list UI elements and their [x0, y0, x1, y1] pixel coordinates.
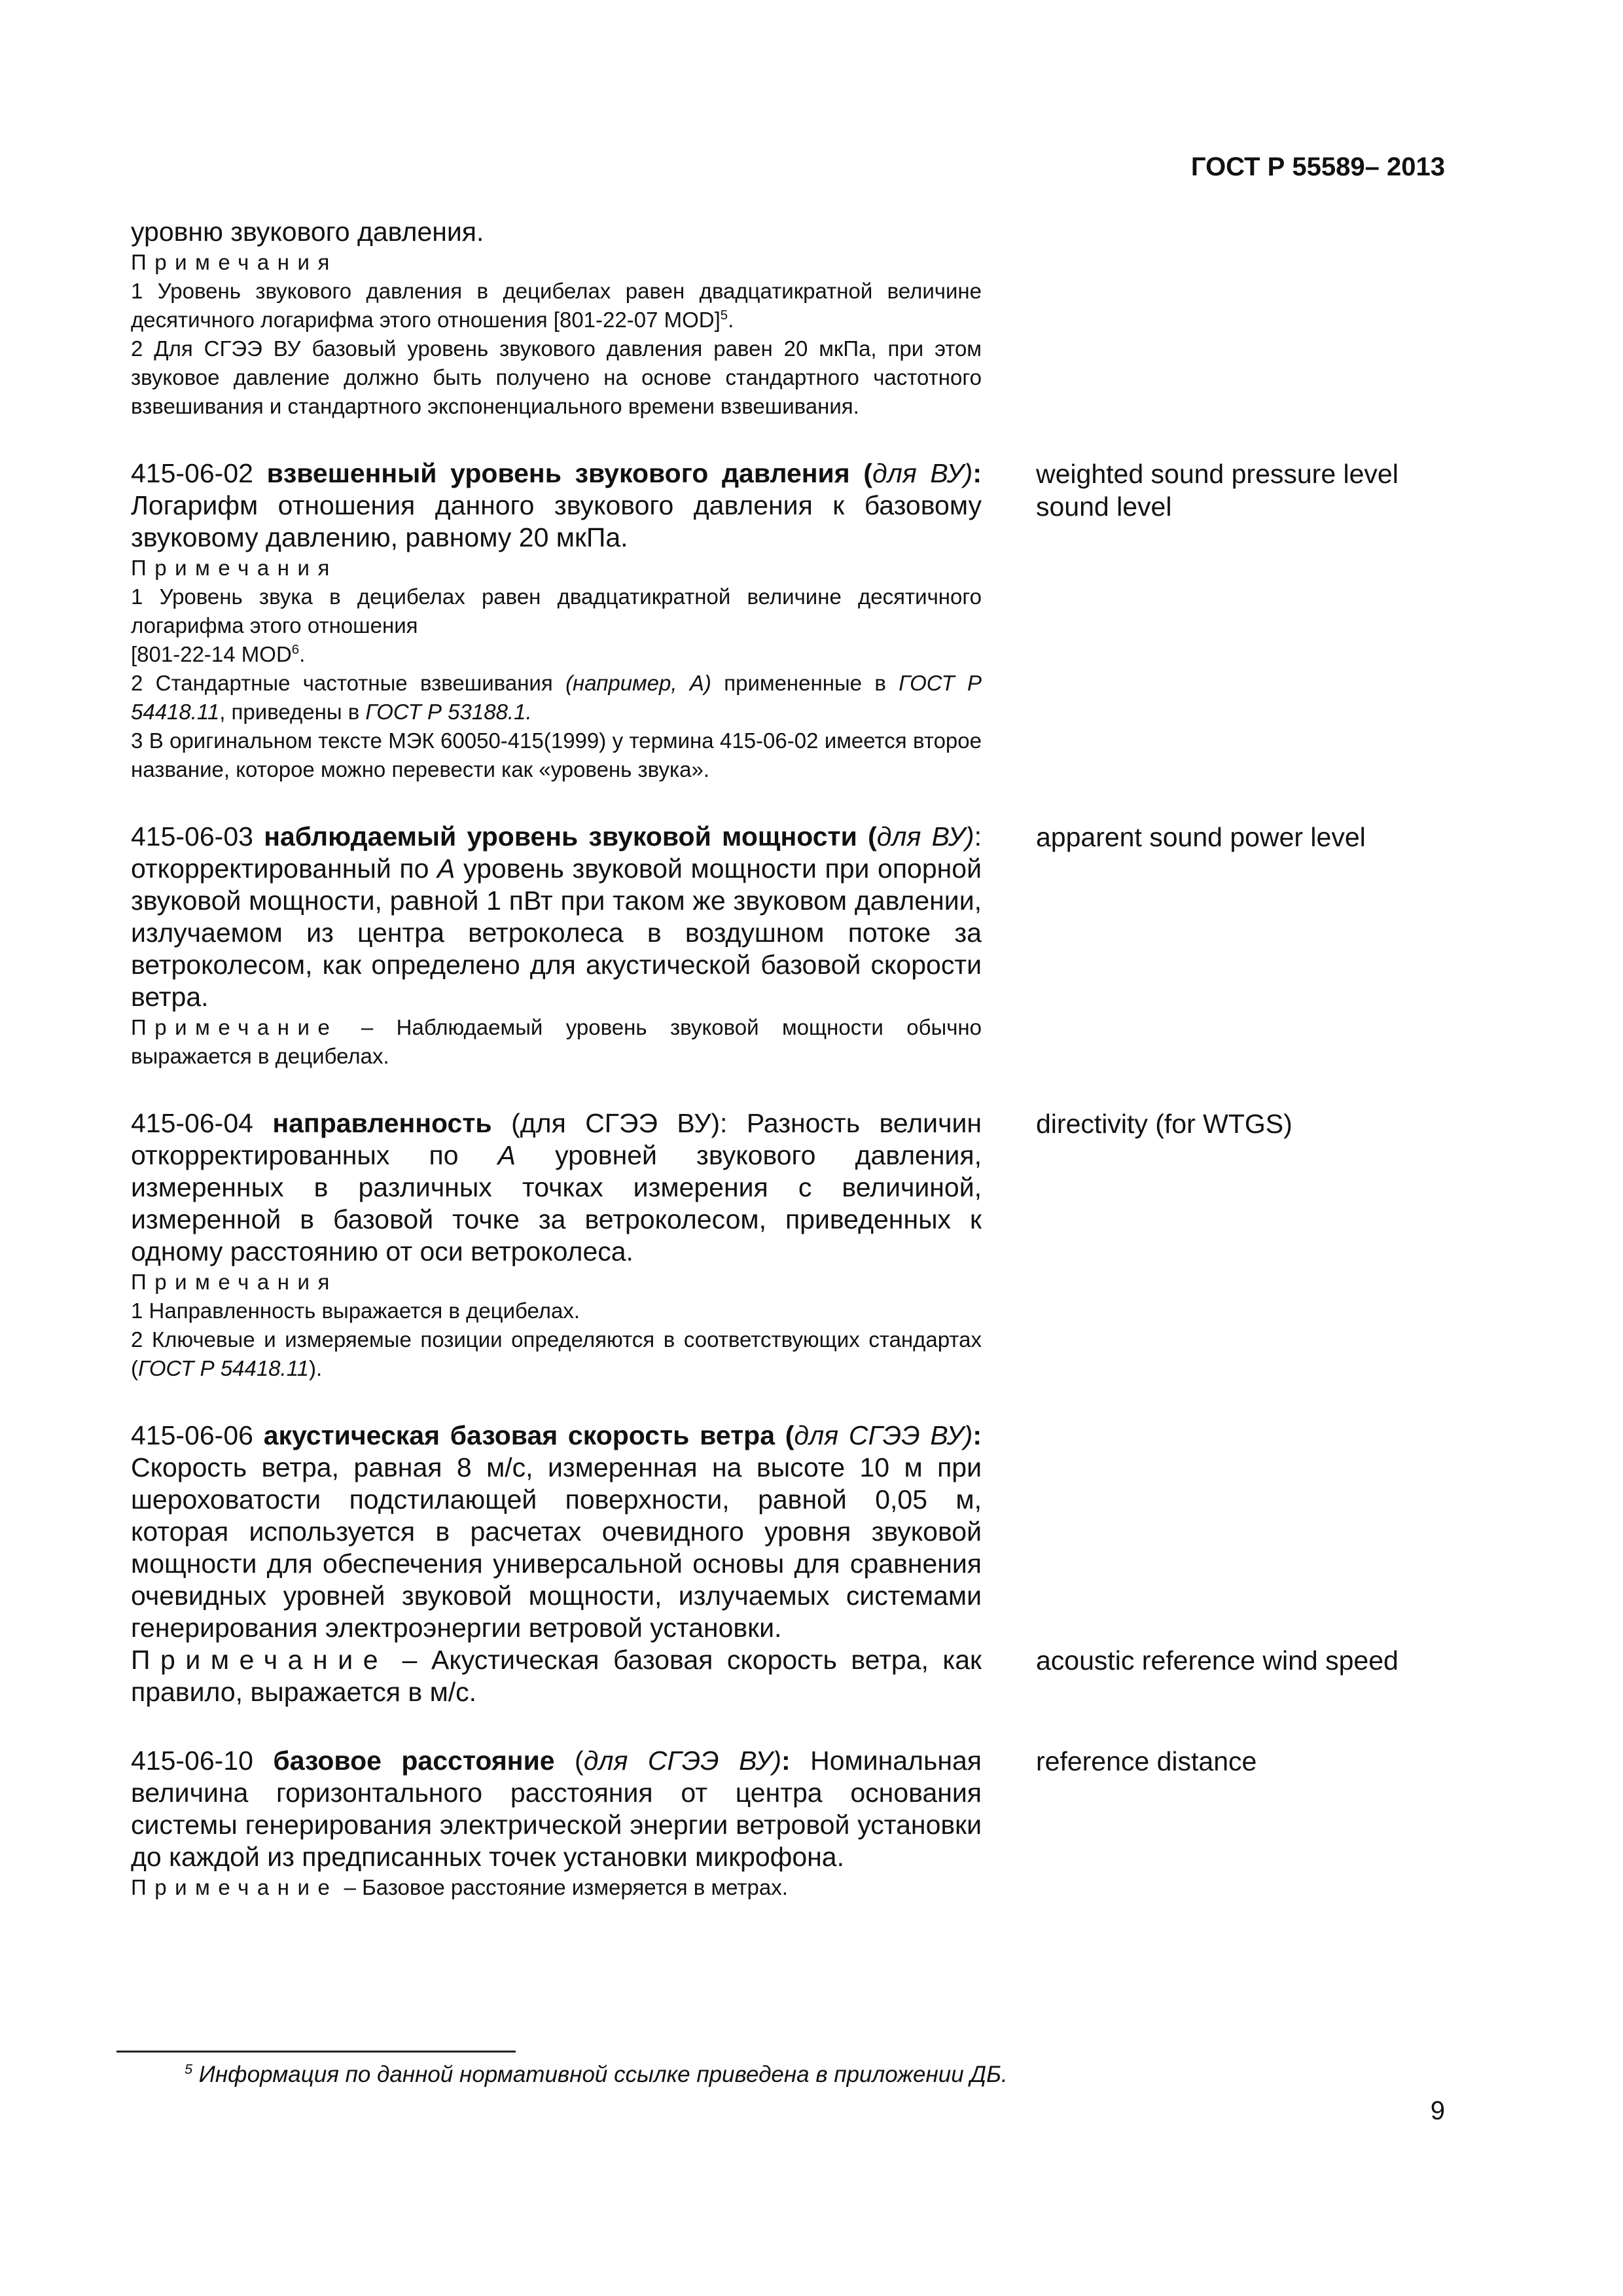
main-column [131, 216, 982, 1939]
term-definition: 415-06-10 базовое расстояние (для СГЭЭ ВУ): Номинальная величина горизонтального расстояния от центра основания системы генерирования электрической энергии ветровой установки до каждой из предписанных точек установки микрофона. [131, 1746, 982, 1872]
notes-label: Примечания [131, 250, 338, 274]
intro-note-2: 2 Для СГЭЭ ВУ базовый уровень звукового давления равен 20 мкПа, при этом звуковое давление должно быть получено на основе стандартного частотного взвешивания и стандартного экспоненциального времени взвешивания. [131, 336, 982, 418]
term-name: направленность [272, 1108, 492, 1138]
footnote-divider [116, 2051, 516, 2053]
note-1: 1 Направленность выражается в децибелах. [131, 1299, 580, 1323]
term-name: наблюдаемый уровень звуковой мощности ( [264, 821, 877, 852]
entry-415-06-10 [131, 1745, 982, 1902]
term-number: 415-06-06 [131, 1420, 264, 1450]
entry-415-06-02 [131, 457, 982, 784]
notes-label: Примечания [131, 556, 338, 580]
notes-label: Примечания [131, 1270, 338, 1294]
term-definition: 415-06-03 наблюдаемый уровень звуковой мощности (для ВУ): откорректированный по А уровень звуковой мощности при опорной звуковой мощности, равной 1 пВт при таком же звуковом давлении, излучаемом из центра ветроколеса в воздушном потоке за ветроколесом, как определено для акустической базовой скорости ветра. [131, 821, 982, 1012]
note-2: 2 Стандартные частотные взвешивания (например, А) примененные в ГОСТ Р 54418.11, приведены в ГОСТ Р 53188.1. [131, 671, 982, 724]
term-number: 415-06-03 [131, 821, 264, 852]
footnote: $^5$ Информация по данной нормативной ссылке приведена в приложении ДБ. [185, 2060, 1008, 2087]
page-number: 9 [1430, 2096, 1445, 2125]
note: Примечание – Базовое расстояние измеряется в метрах. [131, 1875, 788, 1899]
document-header: ГОСТ Р 55589– 2013 [1190, 152, 1445, 181]
note: Примечание – Наблюдаемый уровень звуковой мощности обычно выражается в децибелах. [131, 1015, 982, 1068]
note-3: 3 В оригинальном тексте МЭК 60050-415(1999) у термина 415-06-02 имеется второе название, которое можно перевести как «уровень звука». [131, 728, 982, 781]
note-label: Примечание [131, 1015, 338, 1039]
term-number: 415-06-10 [131, 1746, 274, 1776]
note-label: Примечание [131, 1645, 389, 1675]
english-term-415-06-02: weighted sound pressure level sound level [1036, 459, 1399, 522]
term-definition: 415-06-02 взвешенный уровень звукового давления (для ВУ): Логарифм отношения данного звукового давления к базовому звуковому давлению, равному 20 мкПа. [131, 458, 982, 552]
definition-text: Логарифм отношения данного звукового давления к базовому звуковому давлению, равному 20 мкПа. [131, 490, 982, 552]
intro-note-1: 1 Уровень звукового давления в децибелах равен двадцатикратной величине десятичного логарифма этого отношения [801-22-07 MOD]$^5$. [131, 279, 982, 332]
note-label: Примечание [131, 1875, 338, 1899]
term-name: базовое расстояние [273, 1746, 555, 1776]
entry-intro [131, 216, 982, 421]
term-definition: 415-06-04 направленность (для СГЭЭ ВУ): Разность величин откорректированных по А уровней звукового давления, измеренных в различных точках измерения с величиной, измеренной в базовой точке за ветроколесом, приведенных к одному расстоянию от оси ветроколеса. [131, 1108, 982, 1266]
term-name: взвешенный уровень звукового давления ( [266, 458, 873, 488]
note: Примечание – Акустическая базовая скорость ветра, как правило, выражается в м/с. [131, 1645, 982, 1707]
term-domain: для ВУ) [876, 821, 974, 852]
footnote-number: 5 [185, 2060, 193, 2077]
term-domain: для ВУ) [872, 458, 973, 488]
term-name: акустическая базовая скорость ветра ( [263, 1420, 794, 1450]
term-domain: для СГЭЭ ВУ) [583, 1746, 781, 1776]
definition-text: Скорость ветра, равная 8 м/с, измеренная на высоте 10 м при шероховатости подстилающей поверхности, равной 0,05 м, которая используется в расчетах очевидного уровня звуковой мощности для обеспечения универсальной основы для сравнения очевидных уровней звуковой мощности, излучаемых системами генерирования электроэнергии ветровой установки. [131, 1452, 982, 1643]
term-definition: 415-06-06 акустическая базовая скорость ветра (для СГЭЭ ВУ): Скорость ветра, равная 8 м/с, измеренная на высоте 10 м при шероховатости подстилающей поверхности, равной 0,05 м, которая используется в расчетах очевидного уровня звуковой мощности для обеспечения универсальной основы для сравнения очевидных уровней звуковой мощности, излучаемых системами генерирования электроэнергии ветровой установки. [131, 1420, 982, 1643]
footnote-ref: 5 [720, 308, 728, 323]
intro-tail: уровню звукового давления. [131, 217, 484, 247]
term-domain: для СГЭЭ ВУ) [794, 1420, 973, 1450]
english-term-415-06-04: directivity (for WTGS) [1036, 1109, 1293, 1139]
english-term-415-06-06: acoustic reference wind speed [1036, 1645, 1399, 1676]
entry-415-06-04 [131, 1107, 982, 1383]
entry-415-06-06 [131, 1420, 982, 1708]
entry-415-06-03 [131, 821, 982, 1071]
term-number: 415-06-04 [131, 1108, 273, 1138]
term-number: 415-06-02 [131, 458, 267, 488]
note-1-ref: [801-22-14 MOD$^6$. [131, 642, 306, 666]
note-2: 2 Ключевые и измеряемые позиции определяются в соответствующих стандартах (ГОСТ Р 54418.11). [131, 1327, 982, 1380]
english-term-415-06-03: apparent sound power level [1036, 822, 1366, 852]
definition-text: Номинальная величина горизонтального расстояния от центра основания системы генерирования электрической энергии ветровой установки до каждой из предписанных точек установки микрофона. [131, 1746, 982, 1872]
note-1: 1 Уровень звука в децибелах равен двадцатикратной величине десятичного логарифма этого отношения [131, 584, 982, 637]
english-term-415-06-10: reference distance [1036, 1746, 1257, 1776]
